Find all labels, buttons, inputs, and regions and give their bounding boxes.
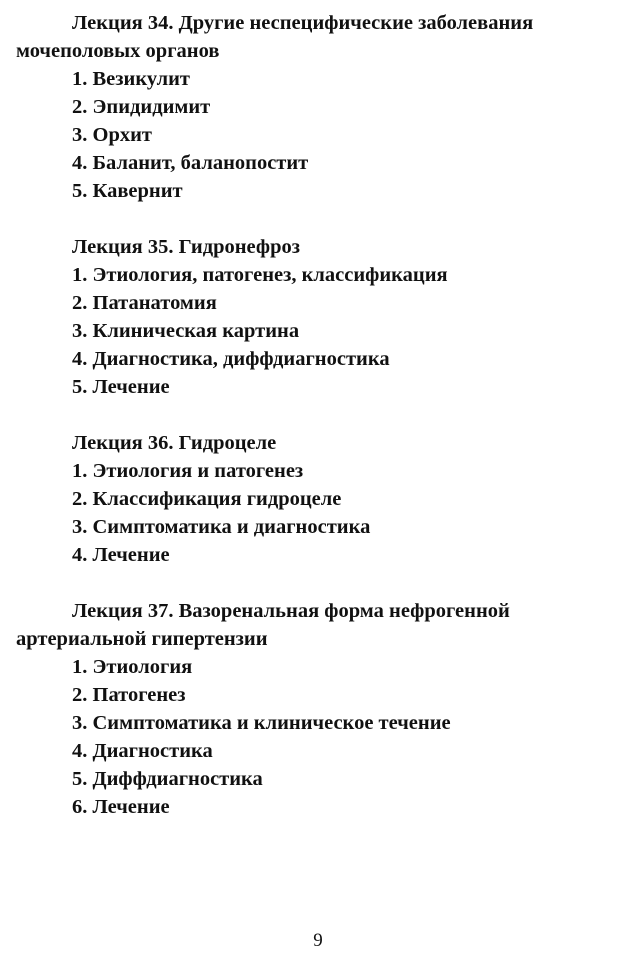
- lecture-title: Лекция 37. Вазоренальная форма нефрогенной артериальной гипертензии: [16, 600, 510, 650]
- lecture-title: Лекция 36. Гидроцеле: [72, 432, 277, 454]
- lecture-topic: 2. Эпидидимит: [72, 96, 211, 118]
- lecture-topic: 4. Диагностика, диффдиагностика: [72, 348, 390, 370]
- lecture-topic: 1. Этиология, патогенез, классификация: [72, 264, 448, 286]
- lecture-34: [16, 9, 628, 205]
- lecture-topic: 4. Баланит, баланопостит: [72, 152, 309, 174]
- lecture-topics: [16, 261, 628, 401]
- lecture-topic: 2. Классификация гидроцеле: [72, 488, 342, 510]
- lecture-title: Лекция 35. Гидронефроз: [72, 236, 300, 258]
- lecture-topic: 5. Кавернит: [72, 180, 183, 202]
- page-content: [16, 9, 628, 821]
- lecture-37: [16, 597, 628, 821]
- lecture-topic: 1. Этиология и патогенез: [72, 460, 304, 482]
- lecture-topic: 3. Клиническая картина: [72, 320, 300, 342]
- lecture-topic: 5. Лечение: [72, 376, 170, 398]
- lecture-topic: 3. Симптоматика и диагностика: [72, 516, 371, 538]
- lecture-topics: [16, 457, 628, 569]
- lecture-topic: 1. Этиология: [72, 656, 193, 678]
- lecture-36: [16, 429, 628, 569]
- lecture-topic: 6. Лечение: [72, 796, 170, 818]
- lecture-topic: 4. Диагностика: [72, 740, 213, 762]
- lecture-topic: 4. Лечение: [72, 544, 170, 566]
- page-number: 9: [313, 930, 323, 951]
- lecture-topics: [16, 65, 628, 205]
- lecture-title: Лекция 34. Другие неспецифические заболевания мочеполовых органов: [16, 12, 534, 62]
- lecture-topic: 5. Диффдиагностика: [72, 768, 263, 790]
- lecture-topic: 3. Орхит: [72, 124, 152, 146]
- lecture-35: [16, 233, 628, 401]
- lecture-topic: 2. Патогенез: [72, 684, 186, 706]
- lecture-topics: [16, 653, 628, 821]
- lecture-topic: 2. Патанатомия: [72, 292, 217, 314]
- lecture-topic: 1. Везикулит: [72, 68, 190, 90]
- lecture-topic: 3. Симптоматика и клиническое течение: [72, 712, 451, 734]
